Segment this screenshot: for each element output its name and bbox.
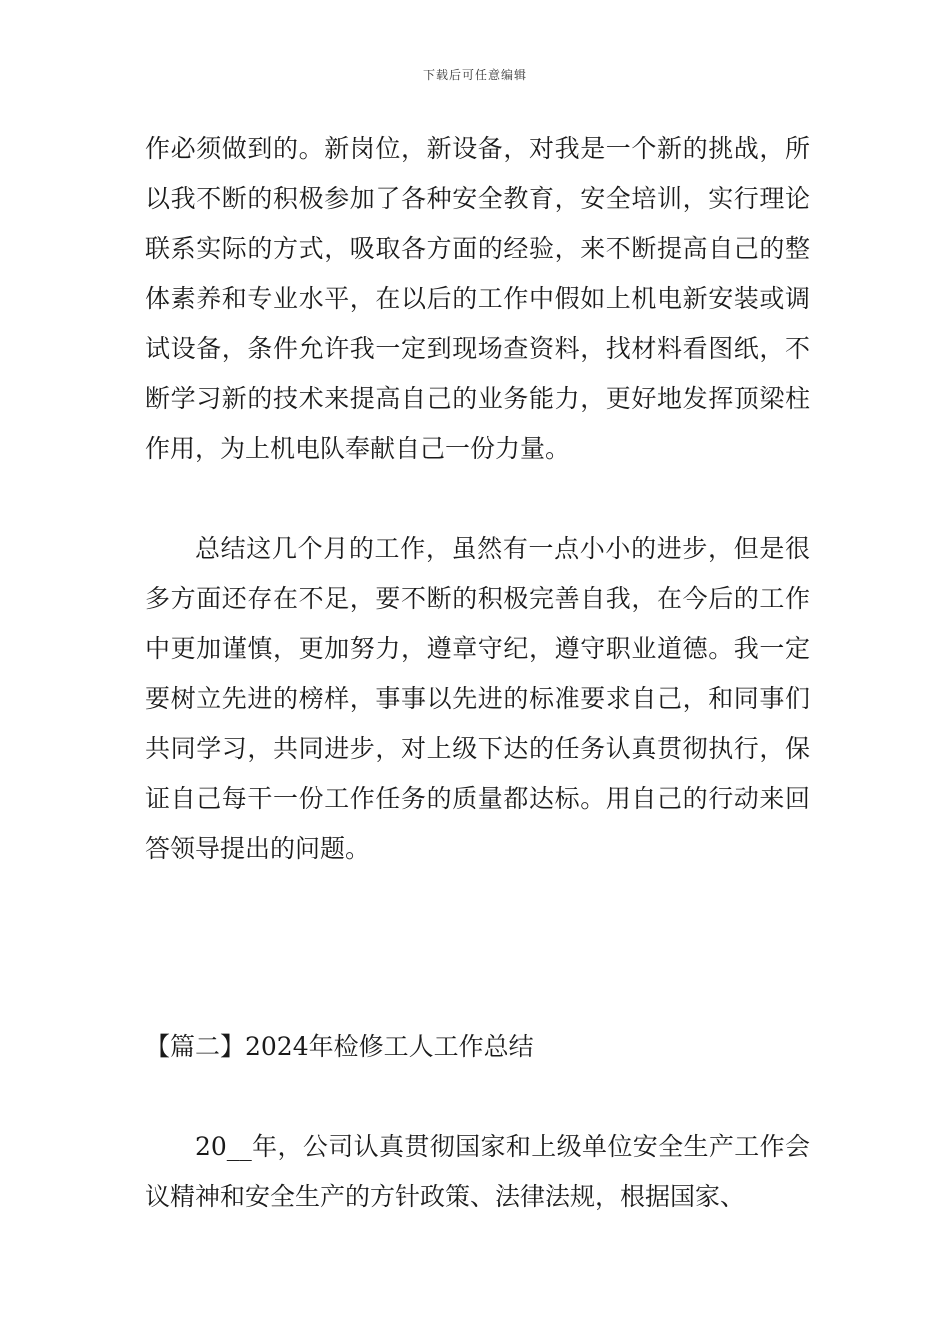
header-note: 下载后可任意编辑 [422, 68, 527, 82]
section-heading: 【篇二】2024年检修工人工作总结 [145, 1032, 534, 1061]
paragraph-section-two-intro: 20__年，公司认真贯彻国家和上级单位安全生产工作会议精神和安全生产的方针政策、法律法规，根据国家、 [145, 1132, 810, 1211]
paragraph-summary: 总结这几个月的工作，虽然有一点小小的进步，但是很多方面还存在不足，要不断的积极完善自我，在今后的工作中更加谨慎，更加努力，遵章守纪，遵守职业道德。我一定要树立先进的榜样，事事以先进的标准要求自己，和同事们共同学习，共同进步，对上级下达的任务认真贯彻执行，保证自己每干一份工作任务的质量都达标。用自己的行动来回答领导提出的问题。 [145, 534, 810, 863]
paragraph-continuation: 作必须做到的。新岗位，新设备，对我是一个新的挑战，所以我不断的积极参加了各种安全教育，安全培训，实行理论联系实际的方式，吸取各方面的经验，来不断提高自己的整体素养和专业水平，在以后的工作中假如上机电新安装或调试设备，条件允许我一定到现场查资料，找材料看图纸，不断学习新的技术来提高自己的业务能力，更好地发挥顶梁柱作用，为上机电队奉献自己一份力量。 [145, 134, 810, 463]
